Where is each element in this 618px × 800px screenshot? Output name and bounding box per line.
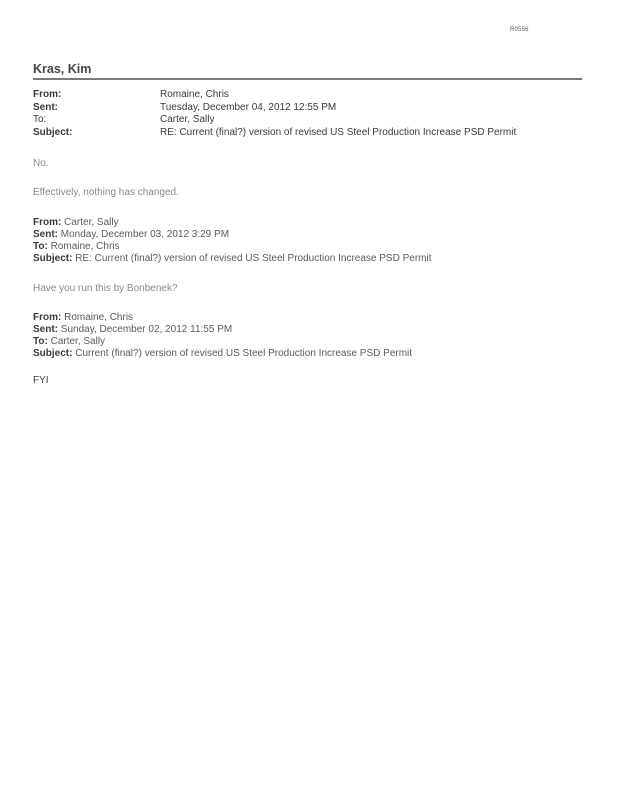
quoted-1-to-label: To: [33, 241, 48, 252]
header-subject-label: Subject: [33, 126, 73, 138]
quoted-1-sent-label: Sent: [33, 229, 58, 240]
quoted-2-subject-row [33, 348, 412, 360]
header-to-row [33, 114, 516, 127]
quoted-2-sent-row [33, 324, 412, 336]
header-sent-value: Tuesday, December 04, 2012 12:55 PM [160, 101, 337, 113]
header-subject-value: RE: Current (final?) version of revised US Steel Production Increase PSD Permit [160, 126, 517, 138]
header-from-label: From: [33, 89, 62, 100]
quoted-1-from-label: From: [33, 217, 62, 228]
quoted-2-to-row [33, 336, 412, 348]
header-divider [33, 78, 582, 80]
quoted-2-body: FYI [33, 375, 49, 386]
header-subject-row [33, 127, 516, 140]
header-to-value: Carter, Sally [160, 114, 215, 125]
quoted-2-from-value: Romaine, Chris [64, 312, 134, 323]
quoted-2-subject-label: Subject: [33, 348, 73, 359]
quoted-1-from-value: Carter, Sally [64, 217, 119, 228]
header-from-value: Romaine, Chris [160, 89, 229, 100]
header-sent-label: Sent: [33, 101, 58, 113]
quoted-1-from-row [33, 217, 432, 229]
header-sent-row [33, 102, 516, 115]
quoted-2-sent-label: Sent: [33, 324, 58, 335]
quoted-2-from-row [33, 312, 412, 324]
email-header [33, 89, 516, 139]
quoted-2-to-label: To: [33, 336, 48, 347]
quoted-1-sent-row [33, 229, 432, 241]
quoted-2-sent-value: Sunday, December 02, 2012 11:55 PM [60, 324, 233, 335]
header-to-label: To: [33, 114, 47, 125]
reply-body-line-1: No. [33, 158, 49, 169]
quoted-1-subject-value: RE: Current (final?) version of revised US Steel Production Increase PSD Permit [75, 253, 432, 264]
quoted-1-sent-value: Monday, December 03, 2012 3:29 PM [60, 229, 230, 240]
quoted-2-subject-value: Current (final?) version of revised US Steel Production Increase PSD Permit [75, 348, 413, 359]
mailbox-owner-name: Kras, Kim [33, 62, 92, 76]
quoted-1-body: Have you run this by Bonbenek? [33, 283, 178, 294]
quoted-1-to-value: Romaine, Chris [50, 241, 120, 252]
quoted-1-subject-label: Subject: [33, 253, 73, 264]
quoted-2-to-value: Carter, Sally [50, 336, 106, 347]
quoted-2-from-label: From: [33, 312, 62, 323]
page-stamp: R0556 [510, 27, 529, 33]
quoted-message-1 [33, 217, 432, 265]
quoted-1-to-row [33, 241, 432, 253]
header-from-row [33, 89, 516, 102]
reply-body-line-2: Effectively, nothing has changed. [33, 187, 179, 198]
quoted-1-subject-row [33, 253, 432, 265]
quoted-message-2 [33, 312, 412, 360]
